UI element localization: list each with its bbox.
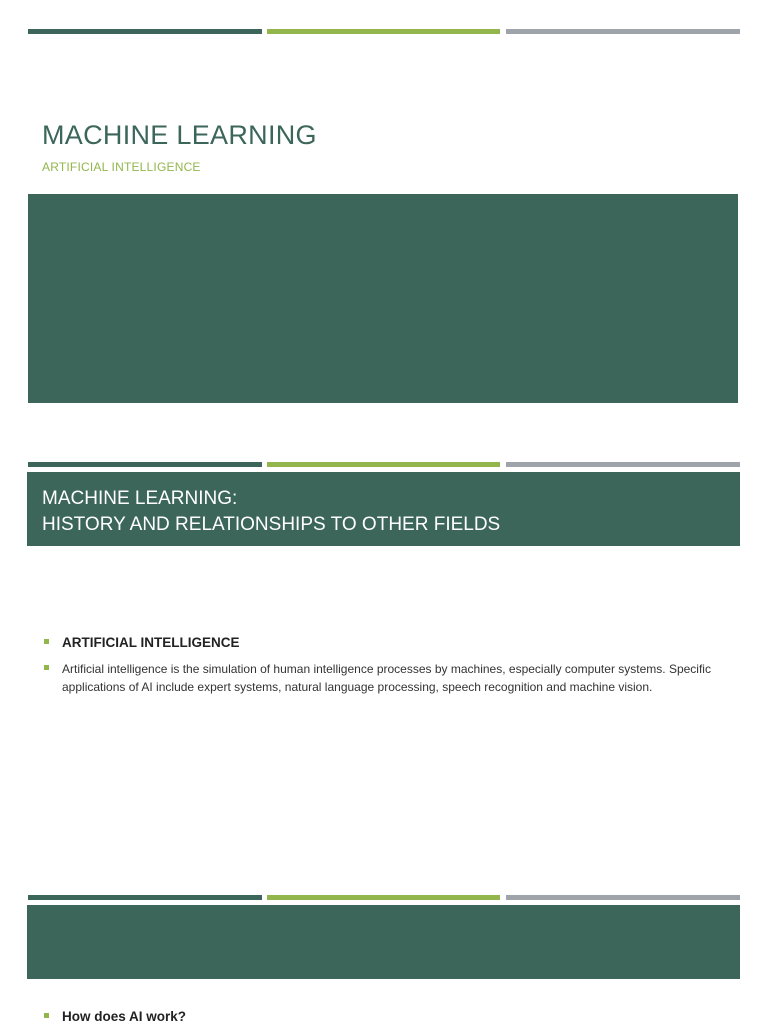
- slide-subtitle: ARTIFICIAL INTELLIGENCE: [42, 160, 201, 174]
- accent-bar-dark: [28, 462, 262, 467]
- list-item: [42, 1008, 732, 1026]
- title-panel: [28, 194, 738, 403]
- heading-line-1: MACHINE LEARNING:: [42, 488, 238, 509]
- accent-bar-dark: [28, 895, 262, 900]
- accent-bar-green: [267, 462, 500, 467]
- accent-bar-dark: [28, 29, 262, 34]
- bullet-heading: ARTIFICIAL INTELLIGENCE: [62, 635, 240, 650]
- bullet-text: Artificial intelligence is the simulation of human intelligence processes by machines, especially computer systems. Specific applications of AI include expert systems, natural language processing, speech recognition and machine vision.: [62, 662, 711, 694]
- bullet-list: [42, 634, 732, 704]
- bullet-square-icon: [44, 665, 49, 670]
- list-item: [42, 660, 732, 696]
- accent-bar-gray: [506, 462, 740, 467]
- slide-heading: [42, 486, 500, 538]
- bullet-heading: How does AI work?: [62, 1009, 187, 1024]
- accent-bar-gray: [506, 29, 740, 34]
- heading-panel: [27, 905, 740, 979]
- accent-bar-green: [267, 895, 500, 900]
- accent-bar-green: [267, 29, 500, 34]
- accent-bar-gray: [506, 895, 740, 900]
- bullet-square-icon: [44, 639, 49, 644]
- heading-panel: [27, 472, 740, 546]
- bullet-list: [42, 1008, 732, 1026]
- slide-title: MACHINE LEARNING: [42, 120, 317, 150]
- bullet-square-icon: [44, 1013, 49, 1018]
- heading-line-2: HISTORY AND RELATIONSHIPS TO OTHER FIELDS: [42, 514, 501, 535]
- list-item: [42, 634, 732, 652]
